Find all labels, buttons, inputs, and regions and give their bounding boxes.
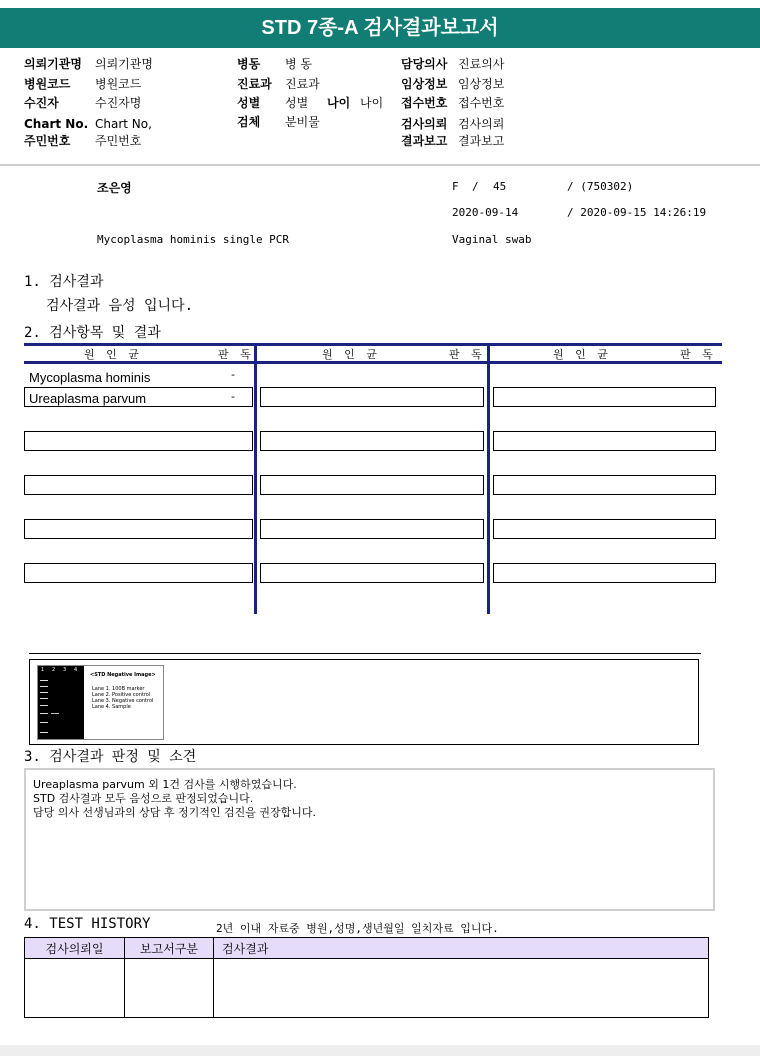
field-label: 검체 [237, 115, 261, 129]
marker-band [40, 705, 48, 706]
header-row-result-report [401, 133, 447, 149]
column-header-pathogen: 원 인 균 [553, 348, 612, 361]
header-row-sex [237, 95, 260, 111]
field-label: 검사의뢰 [401, 117, 448, 131]
report-datetime: / 2020-09-15 14:26:19 [567, 206, 707, 219]
report-title: STD 7종-A 검사결과보고서 [0, 8, 760, 48]
patient-name: 조은영 [97, 181, 132, 195]
pathogen-result: - [231, 390, 235, 403]
header-row-institution [24, 56, 82, 72]
column-header-result: 판 독 [680, 348, 717, 361]
field-label: 병원코드 [24, 77, 71, 91]
field-value: 수진자명 [95, 96, 142, 110]
header-row-hospital-code [24, 76, 70, 92]
field-value: 병원코드 [95, 77, 142, 91]
field-label: 담당의사 [401, 57, 448, 71]
result-cell [493, 387, 716, 407]
lane-number: 2 [52, 667, 56, 673]
test-name: Mycoplasma hominis single PCR [97, 233, 290, 246]
page-bottom-strip [0, 1045, 760, 1056]
field-value: 분비물 [285, 115, 320, 129]
field-label: 결과보고 [401, 134, 448, 148]
pathogen-name: Ureaplasma parvum [29, 391, 147, 406]
section3-title: 3. 검사결과 판정 및 소견 [24, 749, 197, 765]
result-cell [260, 387, 484, 407]
history-cell [25, 959, 125, 1018]
field-value: 검사의뢰 [458, 117, 505, 131]
column-header-result: 판 독 [449, 348, 486, 361]
history-column-header: 검사의뢰일 [25, 938, 125, 959]
field-value: 의뢰기관명 [95, 57, 153, 71]
column-header-pathogen: 원 인 균 [84, 348, 143, 361]
history-table [24, 937, 709, 1018]
header-row-department [237, 76, 272, 92]
marker-band [40, 713, 48, 714]
result-cell [24, 563, 253, 583]
field-label: 임상정보 [401, 77, 448, 91]
column-header-result: 판 독 [218, 348, 255, 361]
history-note: 2년 이내 자료중 병원,성명,생년월일 일치자료 입니다. [216, 922, 499, 935]
field-value: 결과보고 [458, 134, 505, 148]
header-row-clinical-info [401, 76, 447, 92]
section4-title: 4. TEST HISTORY [24, 916, 151, 932]
gel-legend-line: Lane 1. 100B marker [92, 686, 145, 692]
gel-legend-line: Lane 2. Positive control [92, 692, 151, 698]
header-row-specimen [237, 114, 260, 130]
table-divider-1 [254, 343, 257, 614]
field-value: 진료의사 [458, 57, 505, 71]
field-label: 의뢰기관명 [24, 57, 82, 71]
header-row-patient [24, 95, 59, 111]
field-label: Chart No. [24, 117, 89, 131]
field-label: 성별 [237, 96, 261, 110]
result-cell [260, 475, 484, 495]
marker-band [40, 686, 48, 687]
result-cell [24, 431, 253, 451]
lane-number: 4 [74, 667, 78, 673]
patient-age: 45 [493, 180, 507, 193]
header-row-receipt-no [401, 95, 447, 111]
result-cell [24, 475, 253, 495]
field-label: 진료과 [237, 77, 272, 91]
field-label: 수진자 [24, 96, 59, 110]
field-value: 주민번호 [95, 134, 142, 148]
history-cell [125, 959, 214, 1018]
pathogen-result: - [231, 368, 235, 381]
gel-photo [38, 666, 84, 739]
field-label: 접수번호 [401, 96, 448, 110]
gel-legend-line: Lane 3. Negative control [92, 698, 154, 704]
field-value: 병 동 [285, 57, 312, 71]
result-summary: 검사결과 음성 입니다. [46, 298, 194, 314]
field-label: 나이 [327, 96, 351, 110]
patient-sex: F [452, 180, 459, 193]
history-column-header: 보고서구분 [125, 938, 214, 959]
field-value: 접수번호 [458, 96, 505, 110]
field-label: 주민번호 [24, 134, 71, 148]
marker-band [40, 698, 48, 699]
result-cell [260, 563, 484, 583]
field-value: 진료과 [285, 77, 320, 91]
marker-band [40, 680, 48, 681]
header-row-test-request [401, 116, 447, 132]
result-cell [24, 519, 253, 539]
gel-image [37, 665, 164, 740]
opinion-line: Ureaplasma parvum 외 1건 검사를 시행하였습니다. [33, 778, 297, 791]
section2-title: 2. 검사항목 및 결과 [24, 325, 161, 341]
section1-title: 1. 검사결과 [24, 274, 104, 290]
header-row-doctor [401, 56, 447, 72]
pathogen-name: Mycoplasma hominis [29, 370, 151, 385]
header-row-age [327, 95, 350, 111]
gel-legend-line: Lane 4. Sample [92, 704, 131, 710]
result-cell [493, 519, 716, 539]
lane-number: 3 [63, 667, 67, 673]
result-cell [260, 431, 484, 451]
header-row-chart-no [24, 116, 88, 132]
column-header-pathogen: 원 인 균 [322, 348, 381, 361]
lane-number: 1 [41, 667, 45, 673]
table-divider-2 [487, 343, 490, 614]
control-band [51, 713, 59, 714]
result-cell [493, 431, 716, 451]
patient-separator: / [472, 180, 479, 193]
gel-caption: <STD Negative Image> [90, 672, 156, 678]
result-cell [493, 563, 716, 583]
patient-birth: / (750302) [567, 180, 634, 193]
header-row-resident-no [24, 133, 70, 149]
field-value: Chart No, [95, 117, 152, 131]
header-divider [0, 164, 760, 166]
specimen: Vaginal swab [452, 233, 532, 246]
header-row-ward [237, 56, 260, 72]
header-info [0, 48, 760, 166]
opinion-line: 담당 의사 선생님과의 상담 후 정기적인 검진을 권장합니다. [33, 806, 316, 819]
field-label: 병동 [237, 57, 261, 71]
field-value: 나이 [360, 96, 384, 110]
history-cell [214, 959, 709, 1018]
opinion-line: STD 검사결과 모두 음성으로 판정되었습니다. [33, 792, 254, 805]
result-cell [493, 475, 716, 495]
marker-band [40, 722, 48, 723]
marker-band [40, 692, 48, 693]
field-value: 임상정보 [458, 77, 505, 91]
gel-top-rule [29, 653, 701, 654]
marker-band [40, 732, 48, 733]
field-value: 성별 [285, 96, 309, 110]
result-cell [260, 519, 484, 539]
history-column-header: 검사결과 [214, 938, 709, 959]
receive-date: 2020-09-14 [452, 206, 519, 219]
